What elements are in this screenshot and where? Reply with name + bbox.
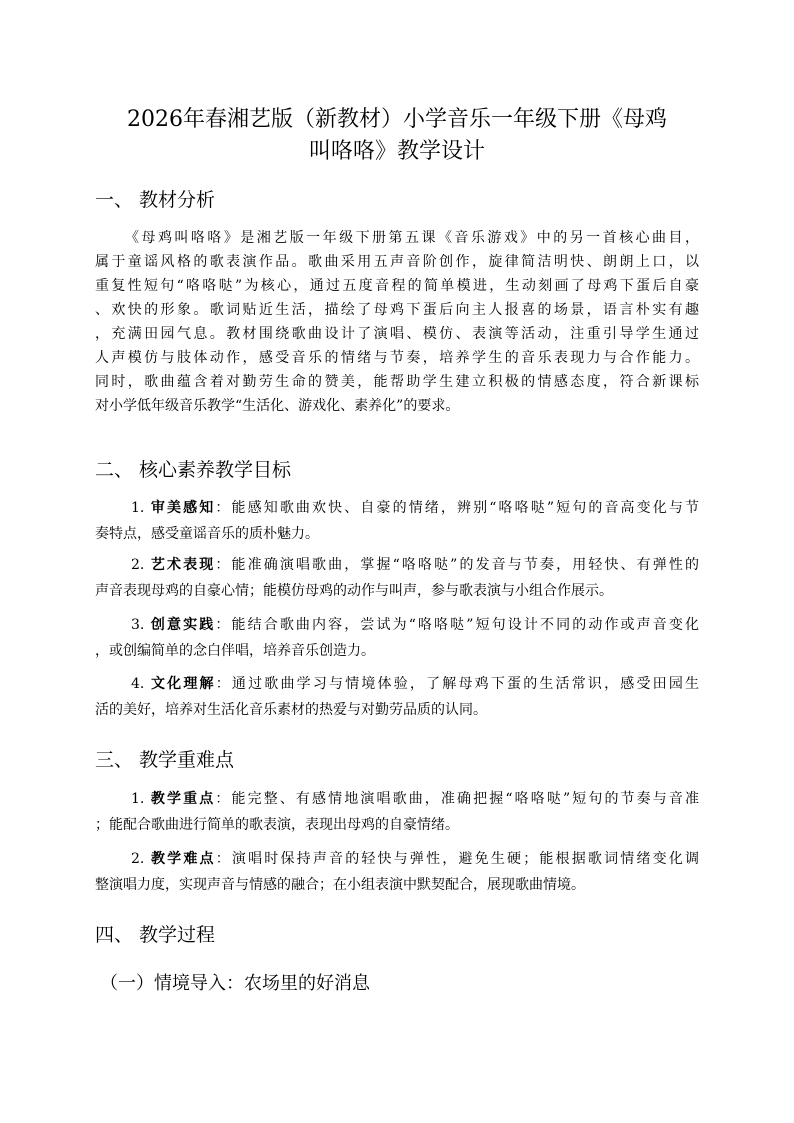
- paragraph-line: 重复性短句“咯咯哒”为核心，通过五度音程的简单模进，生动刻画了母鸡下蛋后自豪: [95, 278, 699, 294]
- item-text-continued: 活的美好，培养对生活化音乐素材的热爱与对勤劳品质的认同。: [95, 702, 487, 718]
- item-number: 3.: [131, 617, 151, 633]
- subsection-heading-situational-intro: （一）情境导入：农场里的好消息: [100, 973, 370, 994]
- item-text: ：通过歌曲学习与情境体验，了解母鸡下蛋的生活常识，感受田园生: [215, 676, 700, 692]
- section-heading-teaching-process: 四、 教学过程: [95, 924, 216, 946]
- goal-item-cultural-understanding: [95, 671, 699, 723]
- item-label: 文化理解: [151, 676, 216, 692]
- item-text: ：能完整、有感情地演唱歌曲，准确把握“咯咯哒”短句的节奏与音准: [215, 791, 699, 807]
- item-text-continued: ，或创编简单的念白伴唱，培养音乐创造力。: [95, 643, 375, 659]
- difficulty-item: [95, 846, 699, 898]
- paragraph-line: 对小学低年级音乐教学“生活化、游戏化、素养化”的要求。: [95, 398, 460, 414]
- item-text-continued: 奏特点，感受童谣音乐的质朴魅力。: [95, 526, 319, 542]
- paragraph-line: 属于童谣风格的歌表演作品。歌曲采用五声音阶创作，旋律简洁明快、朗朗上口，以: [95, 254, 699, 270]
- item-text: ：演唱时保持声音的轻快与弹性，避免生硬；能根据歌词情绪变化调: [215, 851, 700, 867]
- section-heading-key-difficulties: 三、 教学重难点: [95, 749, 235, 771]
- item-text-continued: ；能配合歌曲进行简单的歌表演，表现出母鸡的自豪情绪。: [95, 817, 459, 833]
- item-label: 艺术表现: [150, 557, 216, 573]
- goal-item-creative-practice: [95, 612, 699, 664]
- paragraph-line: 同时，歌曲蕴含着对勤劳生命的赞美，能帮助学生建立积极的情感态度，符合新课标: [95, 374, 699, 390]
- item-number: 4.: [131, 676, 151, 692]
- item-number: 2.: [131, 851, 151, 867]
- section-heading-core-literacy-goals: 二、 核心素养教学目标: [95, 459, 292, 481]
- item-number: 2.: [131, 557, 151, 573]
- item-text-continued: 整演唱力度，实现声音与情感的融合；在小组表演中默契配合，展现歌曲情境。: [95, 877, 585, 893]
- item-text: ：能准确演唱歌曲，掌握“咯咯哒”的发音与节奏，用轻快、有弹性的: [215, 557, 699, 573]
- paragraph-line: 《母鸡叫咯咯》是湘艺版一年级下册第五课《音乐游戏》中的另一首核心曲目，: [125, 230, 699, 246]
- title-line-2: 叫咯咯》教学设计: [308, 139, 485, 164]
- item-text: ：能结合歌曲内容，尝试为“咯咯哒”短句设计不同的动作或声音变化: [215, 617, 699, 633]
- goal-item-artistic-expression: [95, 552, 699, 604]
- materials-analysis-paragraph: [95, 226, 699, 418]
- paragraph-line: 人声模仿与肢体动作，感受音乐的情绪与节奏，培养学生的音乐表现力与合作能力。: [95, 350, 699, 366]
- item-text: ：能感知歌曲欢快、自豪的情绪，辨别“咯咯哒”短句的音高变化与节: [215, 500, 699, 516]
- goal-item-aesthetic-perception: [95, 495, 699, 547]
- title-line-1: 2026年春湘艺版（新教材）小学音乐一年级下册《母鸡: [127, 107, 667, 132]
- key-point-item: [95, 786, 699, 838]
- section-heading-materials-analysis: 一、 教材分析: [95, 189, 216, 211]
- item-number: 1.: [131, 500, 151, 516]
- paragraph-line: ，充满田园气息。教材围绕歌曲设计了演唱、模仿、表演等活动，注重引导学生通过: [95, 326, 699, 342]
- item-label: 审美感知: [150, 500, 216, 516]
- item-label: 教学重点: [150, 791, 216, 807]
- item-label: 创意实践: [150, 617, 216, 633]
- document-title: [95, 104, 699, 168]
- paragraph-line: 、欢快的形象。歌词贴近生活，描绘了母鸡下蛋后向主人报喜的场景，语言朴实有趣: [95, 302, 699, 318]
- item-text-continued: 声音表现母鸡的自豪心情；能模仿母鸡的动作与叫声，参与歌表演与小组合作展示。: [95, 583, 613, 599]
- item-label: 教学难点: [151, 851, 216, 867]
- item-number: 1.: [131, 791, 151, 807]
